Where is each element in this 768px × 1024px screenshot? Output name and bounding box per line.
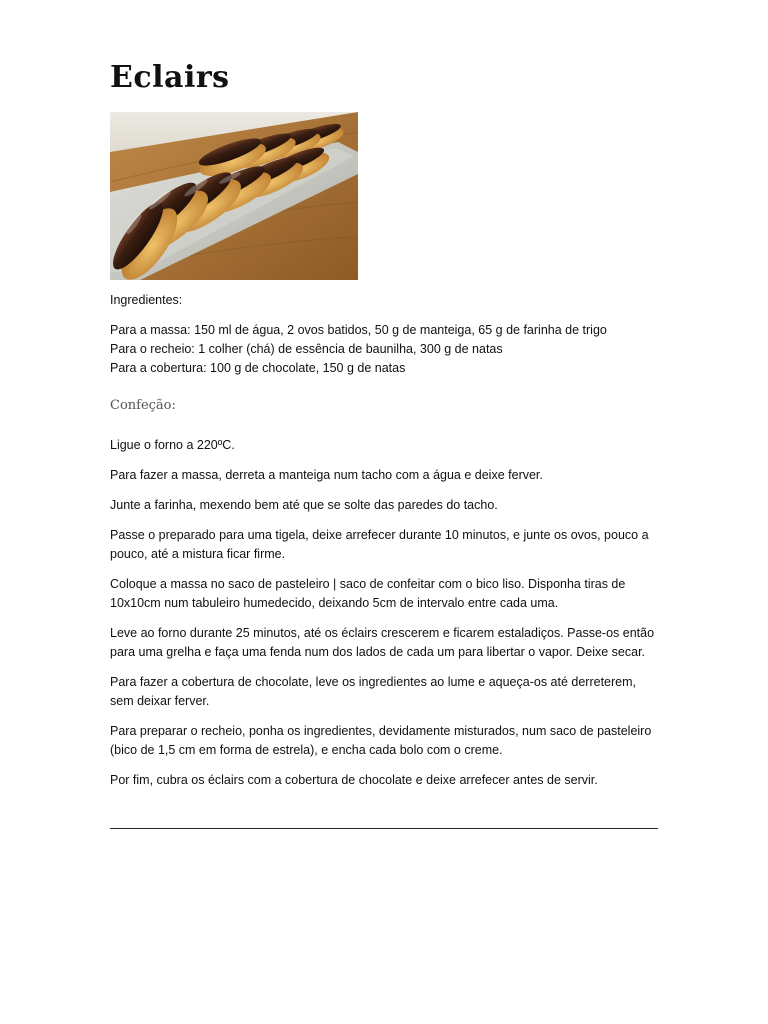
ingredient-line: Para a cobertura: 100 g de chocolate, 150 g de natas <box>110 361 406 375</box>
method-heading: Confeção: <box>110 398 176 413</box>
step-paragraph: Para preparar o recheio, ponha os ingredientes, devidamente misturados, num saco de pasteleiro (bico de 1,5 cm em forma de estrela), e encha cada bolo com o creme. <box>110 724 652 757</box>
ingredients-list <box>110 321 658 378</box>
ingredient-line: Para a massa: 150 ml de água, 2 ovos batidos, 50 g de manteiga, 65 g de farinha de trigo <box>110 323 607 337</box>
step-paragraph: Por fim, cubra os éclairs com a cobertura de chocolate e deixe arrefecer antes de servir. <box>110 773 598 787</box>
step-paragraph: Para fazer a cobertura de chocolate, leve os ingredientes ao lume e aqueça-os até derreterem, sem deixar ferver. <box>110 675 637 708</box>
step-paragraph: Junte a farinha, mexendo bem até que se solte das paredes do tacho. <box>110 498 498 512</box>
document-page <box>110 0 658 1024</box>
eclairs-photo-graphic <box>110 112 358 280</box>
step-paragraph: Coloque a massa no saco de pasteleiro | saco de confeitar com o bico liso. Disponha tiras de 10x10cm num tabuleiro humedecido, deixando 5cm de intervalo entre cada uma. <box>110 577 626 610</box>
horizontal-rule <box>110 828 658 829</box>
method-steps <box>110 436 658 801</box>
ingredient-line: Para o recheio: 1 colher (chá) de essência de baunilha, 300 g de natas <box>110 342 503 356</box>
ingredients-label: Ingredientes: <box>110 293 183 307</box>
step-paragraph: Passe o preparado para uma tigela, deixe arrefecer durante 10 minutos, e junte os ovos, pouco a pouco, até a mistura ficar firme. <box>110 528 649 561</box>
step-paragraph: Ligue o forno a 220ºC. <box>110 438 235 452</box>
step-paragraph: Para fazer a massa, derreta a manteiga num tacho com a água e deixe ferver. <box>110 468 543 482</box>
page-title: Eclairs <box>110 60 230 95</box>
eclairs-photo <box>110 112 358 280</box>
step-paragraph: Leve ao forno durante 25 minutos, até os éclairs crescerem e ficarem estaladiços. Passe-os então para uma grelha e faça uma fenda num dos lados de cada um para libertar o vapor. Deixe secar. <box>110 626 655 659</box>
